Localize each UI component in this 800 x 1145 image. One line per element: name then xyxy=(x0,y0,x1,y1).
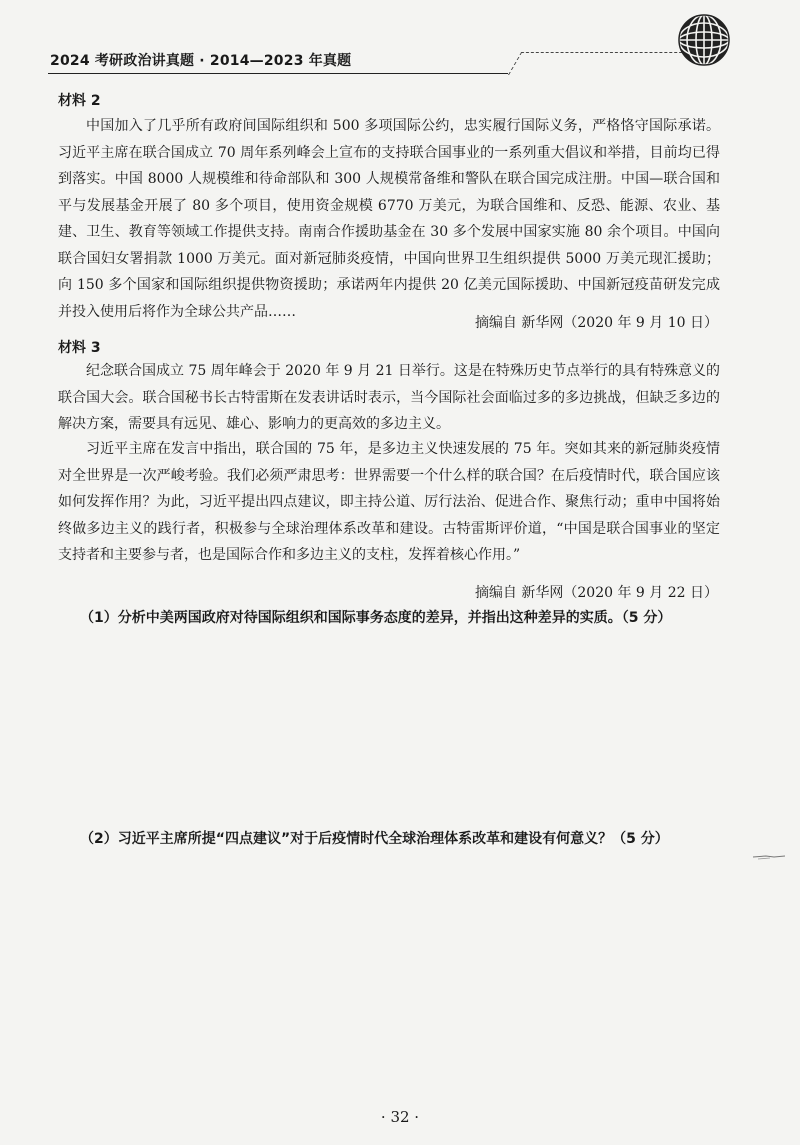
header-title: 2024 考研政治讲真题 · 2014—2023 年真题 xyxy=(50,53,352,69)
scan-mark xyxy=(752,853,786,861)
question-1: （1）分析中美两国政府对待国际组织和国际事务态度的差异，并指出这种差异的实质。（5 分） xyxy=(80,610,672,626)
page-number: · 32 · xyxy=(380,1108,420,1126)
material-3-label: 材料 3 xyxy=(58,340,101,356)
globe-icon xyxy=(676,12,732,68)
material-3-paragraph-1: 纪念联合国成立 75 周年峰会于 2020 年 9 月 21 日举行。这是在特殊历史节点举行的具有特殊意义的联合国大会。联合国秘书长古特雷斯在发表讲话时表示，当今国际社会面临过多的多边挑战，但缺乏多边的解决方案，需要具有远见、雄心、影响力的更高效的多边主义。 xyxy=(58,363,720,432)
header-dashed-line xyxy=(508,52,697,75)
material-2-label: 材料 2 xyxy=(58,93,101,109)
question-2: （2）习近平主席所提“四点建议”对于后疫情时代全球治理体系改革和建设有何意义？（5 分） xyxy=(80,831,669,847)
header-rule xyxy=(48,73,508,74)
page-header xyxy=(0,0,800,80)
material-2-source: 摘编自 新华网（2020 年 9 月 10 日） xyxy=(474,315,718,331)
material-3-source: 摘编自 新华网（2020 年 9 月 22 日） xyxy=(474,585,718,601)
material-2-paragraph: 中国加入了几乎所有政府间国际组织和 500 多项国际公约，忠实履行国际义务，严格恪守国际承诺。习近平主席在联合国成立 70 周年系列峰会上宣布的支持联合国事业的一系列重大倡议和举措，目前均已得到落实。中国 8000 人规模维和待命部队和 300 人规模常备维和警队在联合国完成注册。中国—联合国和平与发展基金开展了 80 多个项目，使用资金规模 6770 万美元，为联合国维和、反恐、能源、农业、基建、卫生、教育等领域工作提供支持。南南合作援助基金在 30 多个发展中国家实施 80 余个项目。中国向联合国妇女署捐款 1000 万美元。面对新冠肺炎疫情，中国向世界卫生组织提供 5000 万美元现汇援助；向 150 多个国家和国际组织提供物资援助；承诺两年内提供 20 亿美元国际援助、中国新冠疫苗研发完成并投入使用后将作为全球公共产品…… xyxy=(58,118,720,320)
material-3-paragraph-2: 习近平主席在发言中指出，联合国的 75 年，是多边主义快速发展的 75 年。突如其来的新冠肺炎疫情对全世界是一次严峻考验。我们必须严肃思考：世界需要一个什么样的联合国？在后疫情时代，联合国应该如何发挥作用？为此，习近平提出四点建议，即主持公道、厉行法治、促进合作、聚焦行动；重申中国将始终做多边主义的践行者，积极参与全球治理体系改革和建设。古特雷斯评价道，“中国是联合国事业的坚定支持者和主要参与者，也是国际合作和多边主义的支柱，发挥着核心作用。” xyxy=(58,441,720,563)
